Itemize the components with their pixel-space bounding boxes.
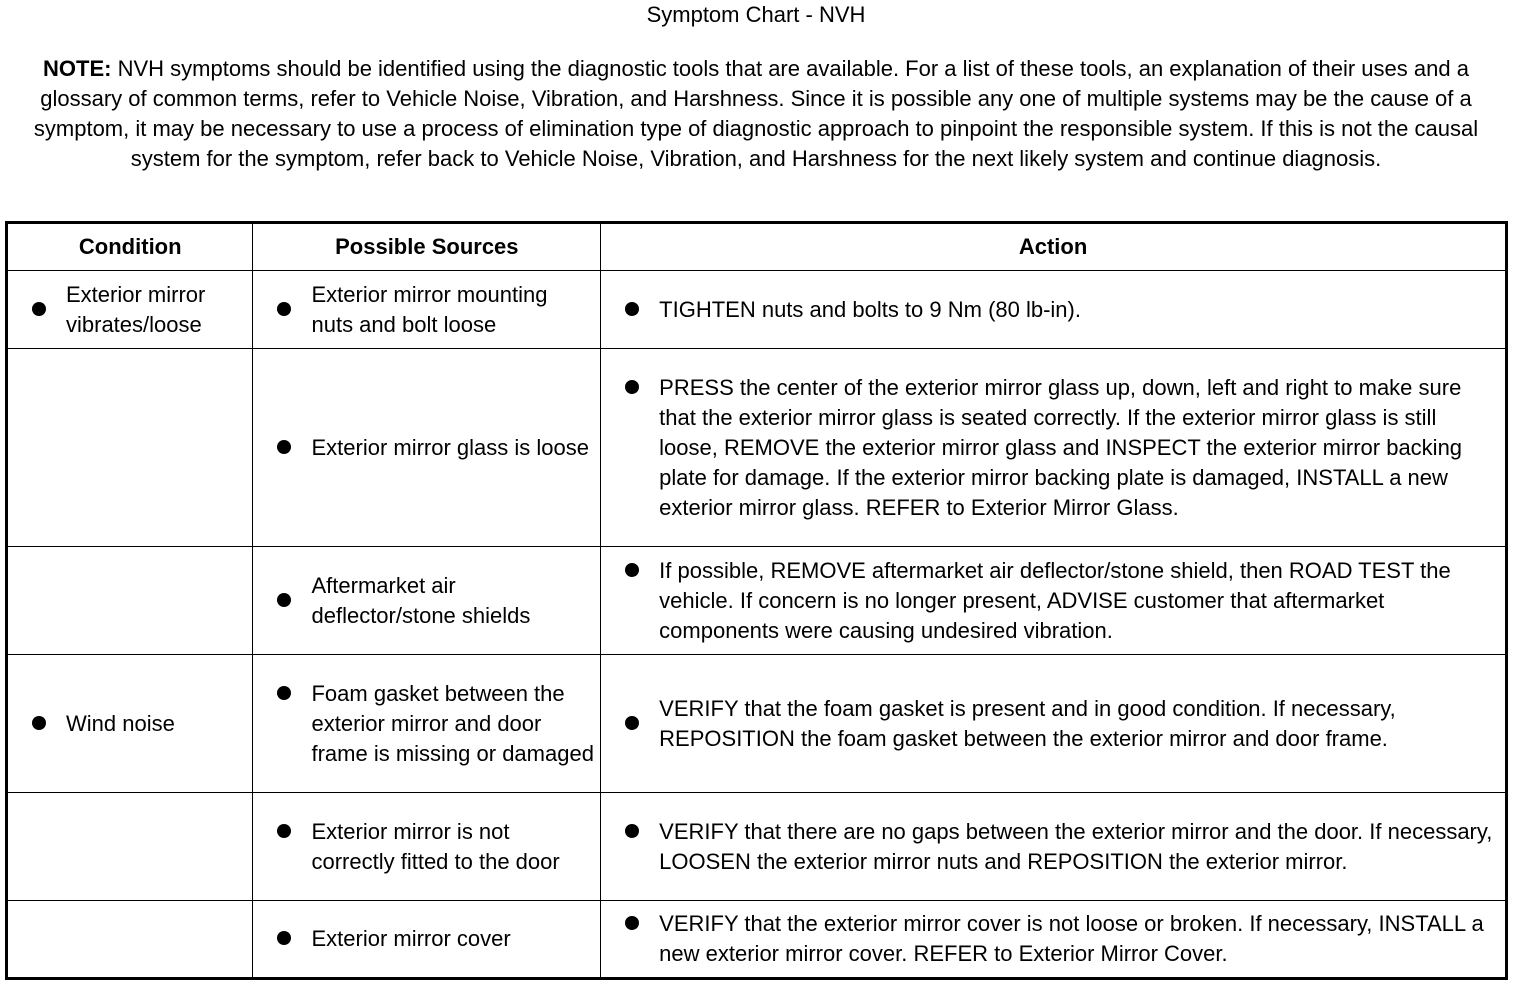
bullet-icon	[625, 373, 659, 403]
condition-cell	[7, 349, 253, 547]
bullet-icon	[32, 709, 66, 739]
action-cell	[601, 547, 1507, 655]
header-possible-sources: Possible Sources	[253, 223, 601, 271]
table-header-row	[7, 223, 1507, 271]
note-text: NVH symptoms should be identified using the diagnostic tools that are available. For a list of these tools, an explanation of their uses and a glossary of common terms, refer to Vehicle Noise, Vibration, and Harshness. Since it is possible any one of multiple systems may be the cause of a symptom, it may be necessary to use a process of elimination type of diagnostic approach to pinpoint the responsible system. If this is not the causal system for the symptom, refer back to Vehicle Noise, Vibration, and Harshness for the next likely system and continue diagnosis.	[33, 56, 1479, 171]
bullet-icon	[625, 909, 659, 939]
source-cell	[253, 271, 601, 349]
table-row	[7, 901, 1507, 979]
header-condition: Condition	[7, 223, 253, 271]
bullet-icon	[625, 295, 659, 325]
bullet-icon	[277, 586, 311, 616]
condition-text: Exterior mirror vibrates/loose	[66, 281, 206, 337]
note-label: NOTE:	[43, 56, 112, 81]
bullet-icon	[277, 295, 311, 325]
table-row	[7, 547, 1507, 655]
source-text: Exterior mirror glass is loose	[311, 434, 589, 460]
action-text: VERIFY that the exterior mirror cover is not loose or broken. If necessary, INSTALL a new exterior mirror cover. REFER to Exterior Mirror Cover.	[659, 911, 1484, 966]
source-text: Exterior mirror is not correctly fitted to the door	[311, 818, 560, 874]
action-text: VERIFY that the foam gasket is present and in good condition. If necessary, REPOSITION the foam gasket between the exterior mirror and door frame.	[659, 695, 1396, 751]
source-text: Exterior mirror cover	[311, 926, 511, 951]
symptom-chart-table	[5, 221, 1508, 980]
source-cell	[253, 547, 601, 655]
bullet-icon	[277, 433, 311, 463]
source-text: Aftermarket air deflector/stone shields	[311, 572, 531, 628]
table-row	[7, 271, 1507, 349]
source-cell	[253, 793, 601, 901]
condition-cell	[7, 271, 253, 349]
action-text: PRESS the center of the exterior mirror glass up, down, left and right to make sure that the exterior mirror glass is seated correctly. If the exterior mirror glass is still loose, REMOVE the exterior mirror glass and INSPECT the exterior mirror backing plate for damage. If the exterior mirror backing plate is damaged, INSTALL a new exterior mirror glass. REFER to Exterior Mirror Glass.	[659, 374, 1463, 520]
action-cell	[601, 901, 1507, 979]
source-cell	[253, 349, 601, 547]
page-title: Symptom Chart - NVH	[646, 2, 866, 27]
action-text: VERIFY that there are no gaps between the exterior mirror and the door. If necessary, LOOSEN the exterior mirror nuts and REPOSITION the exterior mirror.	[659, 818, 1493, 874]
action-cell	[601, 793, 1507, 901]
source-text: Exterior mirror mounting nuts and bolt loose	[311, 281, 548, 337]
source-cell	[253, 655, 601, 793]
source-cell	[253, 901, 601, 979]
bullet-icon	[277, 679, 311, 709]
bullet-icon	[625, 709, 659, 739]
bullet-icon	[32, 295, 66, 325]
bullet-icon	[625, 556, 659, 586]
header-action: Action	[601, 223, 1507, 271]
bullet-icon	[277, 817, 311, 847]
bullet-icon	[625, 817, 659, 847]
source-text: Foam gasket between the exterior mirror and door frame is missing or damaged	[311, 680, 594, 766]
note-paragraph	[8, 54, 1504, 174]
bullet-icon	[277, 924, 311, 954]
action-cell	[601, 655, 1507, 793]
table-row	[7, 349, 1507, 547]
condition-cell	[7, 901, 253, 979]
action-cell	[601, 271, 1507, 349]
condition-cell	[7, 793, 253, 901]
condition-text: Wind noise	[66, 710, 175, 736]
table-row	[7, 655, 1507, 793]
action-cell	[601, 349, 1507, 547]
condition-cell	[7, 655, 253, 793]
condition-cell	[7, 547, 253, 655]
action-text: If possible, REMOVE aftermarket air deflector/stone shield, then ROAD TEST the vehicle. If concern is no longer present, ADVISE customer that aftermarket components were causing undesired vibration.	[659, 557, 1451, 643]
table-row	[7, 793, 1507, 901]
action-text: TIGHTEN nuts and bolts to 9 Nm (80 lb-in).	[659, 296, 1081, 322]
